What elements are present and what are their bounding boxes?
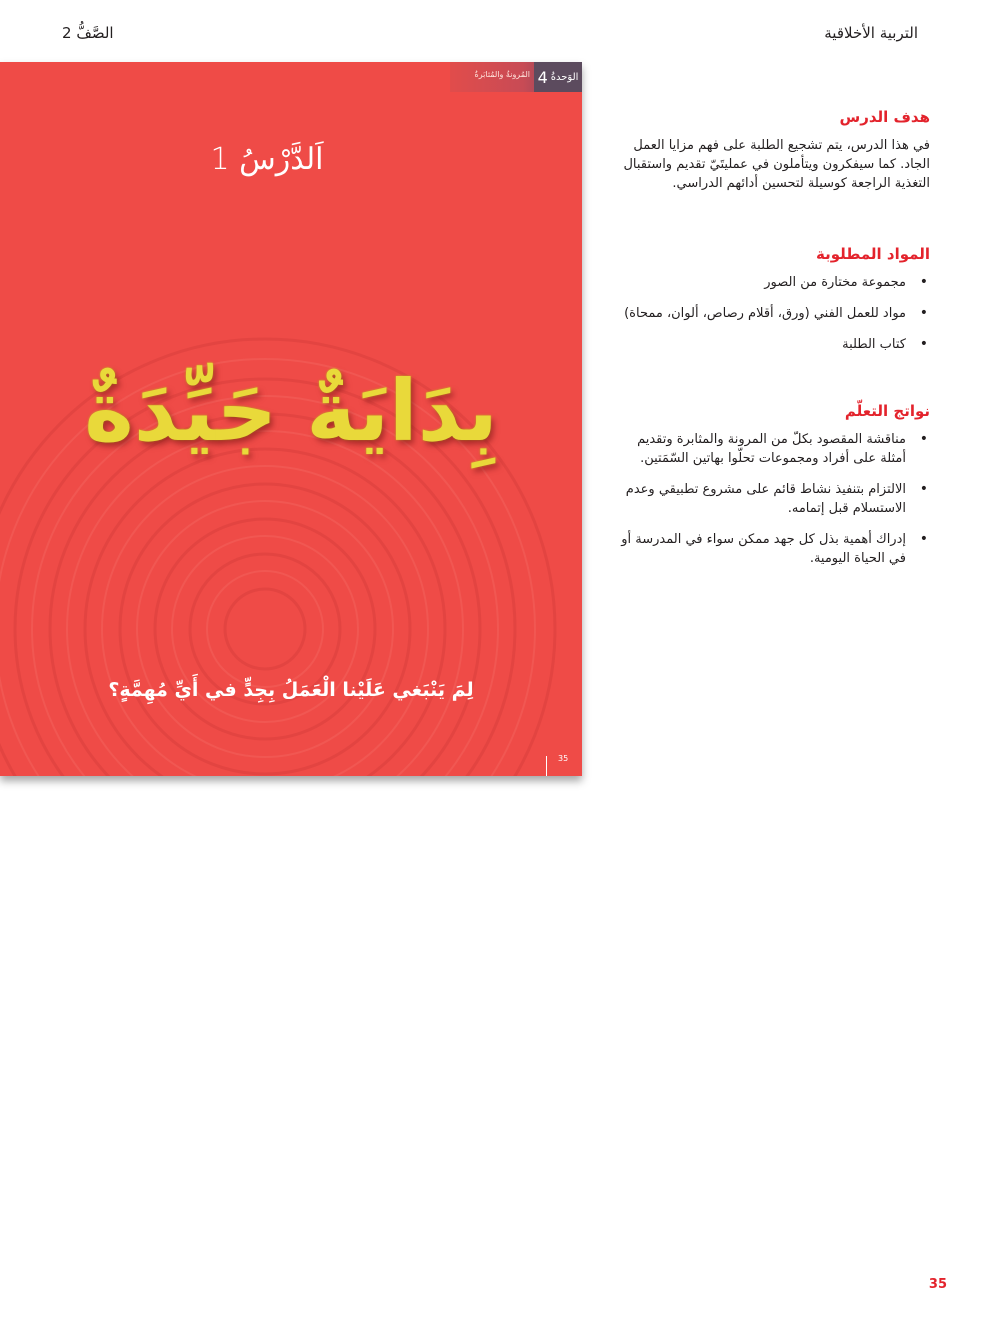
outcomes-list [610, 430, 930, 568]
lesson-label: اَلدَّرْسُ 1 [210, 142, 324, 177]
outcomes-section [610, 402, 930, 580]
header-grade: الصَّفُّ 2 [62, 24, 114, 42]
objective-section [610, 108, 930, 193]
unit-badge [534, 62, 582, 92]
unit-label: الوَحدةُ [550, 71, 579, 83]
list-item: • الالتزام بتنفيذ نشاط قائم على مشروع تطبيقي وعدم الاستسلام قبل إتمامه. [610, 480, 930, 518]
objective-text: في هذا الدرس، يتم تشجيع الطلبة على فهم مزايا العمل الجاد. كما سيفكرون ويتأملون في عمليتَيّ تقديم واستقبال التغذية الراجعة كوسيلة لتحسين أدائهم الدراسي. [623, 138, 930, 191]
list-item: • مناقشة المقصود بكلّ من المرونة والمثابرة وتقديم أمثلة على أفراد ومجموعات تحلّوا بهاتين السّمَتين. [610, 430, 930, 468]
header-subject: التربية الأخلاقية [824, 24, 918, 42]
list-item: • كتاب الطلبة [610, 335, 930, 354]
list-item: • مواد للعمل الفني (ورق، أقلام رصاص، ألوان، ممحاة) [610, 304, 930, 323]
lesson-number [0, 142, 582, 177]
page-number: 35 [928, 1277, 947, 1292]
lesson-cover-page [0, 62, 582, 776]
list-item: • إدراك أهمية بذل كل جهد ممكن سواء في المدرسة أو في الحياة اليومية. [610, 530, 930, 568]
materials-section [610, 245, 930, 366]
materials-title: المواد المطلوبة [816, 245, 930, 263]
lesson-title: بِدَايَةٌ جَيِّدَةٌ [84, 362, 498, 460]
objective-title: هدف الدرس [839, 108, 930, 126]
cover-page-number: 35 [558, 754, 569, 763]
unit-number: 4 [537, 67, 548, 87]
page-number-divider [546, 756, 547, 776]
lesson-question: لِمَ يَنْبَغي عَلَيْنا الْعَمَلُ بِجِدٍّ في أَيِّ مُهِمَّةٍ؟ [108, 679, 474, 701]
unit-topic: المُرونةُ والمُثابَرةُ [474, 70, 530, 79]
outcomes-title: نواتج التعلّم [844, 402, 930, 420]
list-item: • مجموعة مختارة من الصور [610, 273, 930, 292]
unit-tab [450, 62, 582, 92]
materials-list [610, 273, 930, 354]
